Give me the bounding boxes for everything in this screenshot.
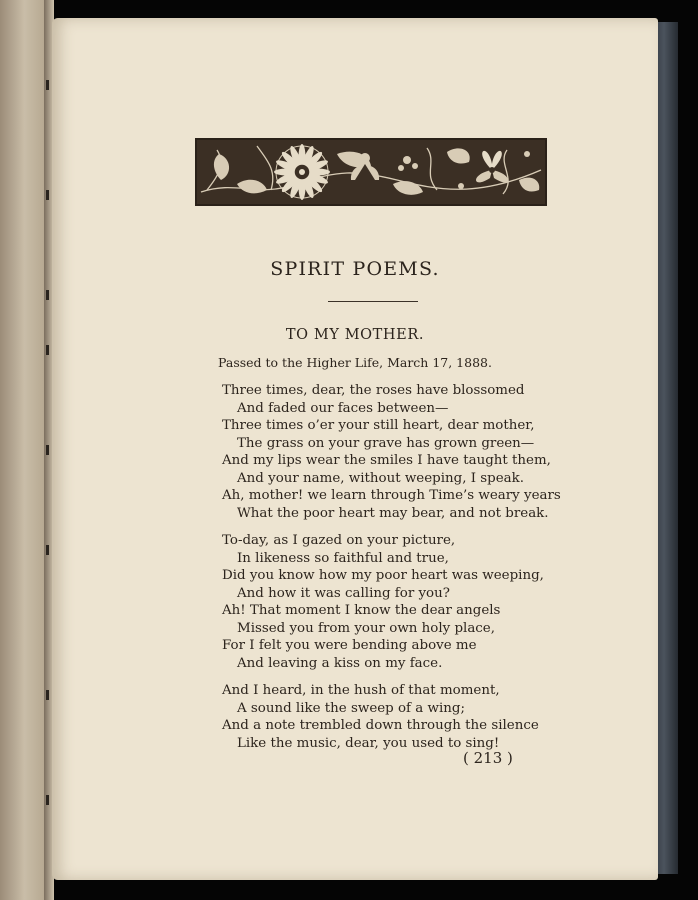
poem-line: To-day, as I gazed on your picture, (222, 533, 456, 548)
poem-line: Like the music, dear, you used to sing! (237, 735, 500, 751)
poem-line: And my lips wear the smiles I have taught them, (222, 453, 551, 468)
binding-stitch (46, 545, 49, 555)
binding-stitch (46, 345, 49, 355)
poem-line: And a note trembled down through the silence (222, 718, 539, 733)
floral-ornament-svg (197, 140, 545, 204)
poem-line: And I heard, in the hush of that moment, (222, 683, 500, 698)
stanza (222, 682, 582, 752)
poem-line: Three times, dear, the roses have blossomed (222, 383, 525, 398)
poem-line: A sound like the sweep of a wing; (237, 700, 465, 716)
binding-stitch (46, 445, 49, 455)
poem-line: In likeness so faithful and true, (237, 550, 449, 566)
binding-stitch (46, 290, 49, 300)
stanza (222, 382, 582, 522)
section-title: SPIRIT POEMS. (270, 258, 440, 280)
poem-line: Did you know how my poor heart was weeping, (222, 568, 544, 583)
poem-line: Ah! That moment I know the dear angels (222, 603, 501, 618)
binding-stitch (46, 80, 49, 90)
poem-line: And leaving a kiss on my face. (237, 655, 443, 671)
binding-stitch (46, 190, 49, 200)
poem-body (222, 382, 582, 762)
stanza (222, 532, 582, 672)
poem-line: Missed you from your own holy place, (237, 620, 495, 636)
poem-line: And faded our faces between— (237, 400, 449, 416)
poem-line: The grass on your grave has grown green— (237, 435, 535, 451)
page-number: ( 213 ) (463, 749, 513, 767)
poem-dedication: Passed to the Higher Life, March 17, 1888. (218, 355, 492, 370)
poem-line: Ah, mother! we learn through Time’s weary years (222, 488, 561, 503)
poem-line: For I felt you were bending above me (222, 638, 477, 653)
binding-stitch (46, 795, 49, 805)
floral-ornament-icon (195, 138, 547, 206)
title-divider (328, 301, 418, 302)
poem-title: TO MY MOTHER. (285, 327, 425, 343)
binding-stitch (46, 690, 49, 700)
poem-line: Three times o’er your still heart, dear mother, (222, 418, 535, 433)
poem-line: What the poor heart may bear, and not break. (237, 505, 549, 521)
poem-line: And your name, without weeping, I speak. (237, 470, 524, 486)
poem-line: And how it was calling for you? (237, 585, 450, 601)
